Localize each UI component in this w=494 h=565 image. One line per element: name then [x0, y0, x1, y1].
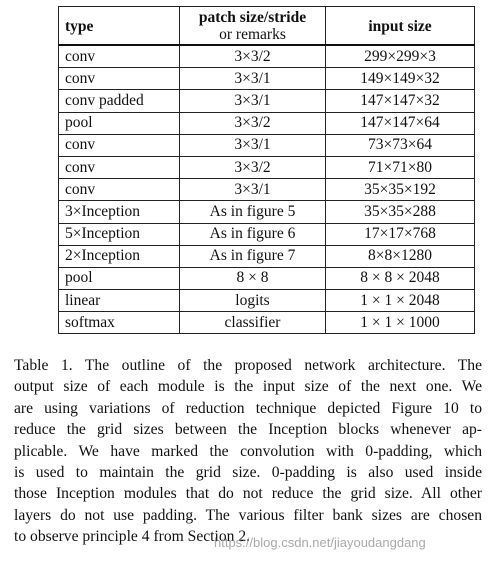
- table-row: [59, 90, 475, 112]
- cell-type: conv: [59, 179, 180, 201]
- table-row: [59, 312, 475, 334]
- table-row: [59, 201, 475, 223]
- cell-patch-size: 8 × 8: [180, 267, 326, 289]
- caption-line: are using variations of reduction technique depicted Figure 10 to: [14, 399, 482, 417]
- cell-type: 3×Inception: [59, 201, 180, 223]
- cell-input-size: 1 × 1 × 1000: [326, 312, 475, 334]
- cell-input-size: 8 × 8 × 2048: [326, 267, 475, 289]
- cell-input-size: 73×73×64: [326, 134, 475, 156]
- cell-patch-size: 3×3/2: [180, 45, 326, 68]
- cell-type: 2×Inception: [59, 245, 180, 267]
- caption-line: output size of each module is the input size of the next one. We: [14, 378, 482, 396]
- cell-patch-size: As in figure 6: [180, 223, 326, 245]
- cell-patch-size: logits: [180, 290, 326, 312]
- cell-type: softmax: [59, 312, 180, 334]
- caption-line: reduce the grid sizes between the Inception blocks whenever ap-: [14, 421, 482, 439]
- caption-text: [14, 355, 482, 548]
- cell-input-size: 17×17×768: [326, 223, 475, 245]
- cell-input-size: 8×8×1280: [326, 245, 475, 267]
- cell-type: pool: [59, 112, 180, 134]
- table-body: [59, 45, 475, 334]
- caption-line: plicable. We have marked the convolution with 0-padding, which: [14, 442, 482, 460]
- architecture-table: [58, 6, 475, 334]
- cell-input-size: 1 × 1 × 2048: [326, 290, 475, 312]
- cell-type: pool: [59, 267, 180, 289]
- cell-patch-size: 3×3/1: [180, 90, 326, 112]
- cell-type: conv: [59, 156, 180, 178]
- cell-type: 5×Inception: [59, 223, 180, 245]
- cell-input-size: 147×147×32: [326, 90, 475, 112]
- table-row: [59, 267, 475, 289]
- cell-patch-size: 3×3/2: [180, 112, 326, 134]
- table-caption: [14, 355, 482, 548]
- cell-patch-size: As in figure 5: [180, 201, 326, 223]
- table-row: [59, 179, 475, 201]
- cell-patch-size: 3×3/1: [180, 134, 326, 156]
- cell-type: conv: [59, 68, 180, 90]
- cell-patch-size: classifier: [180, 312, 326, 334]
- table-row: [59, 68, 475, 90]
- cell-input-size: 149×149×32: [326, 68, 475, 90]
- cell-input-size: 299×299×3: [326, 45, 475, 68]
- table-row: [59, 245, 475, 267]
- caption-line: layers do not use padding. The various filter bank sizes are chosen: [14, 506, 482, 524]
- caption-line: to observe principle 4 from Section 2.: [14, 528, 251, 546]
- header-type: type: [59, 7, 180, 46]
- cell-patch-size: 3×3/1: [180, 179, 326, 201]
- cell-patch-size: As in figure 7: [180, 245, 326, 267]
- cell-type: conv padded: [59, 90, 180, 112]
- caption-line: those Inception modules that do not reduce the grid size. All other: [14, 485, 482, 503]
- architecture-table-container: [58, 6, 475, 334]
- caption-line: Table 1. The outline of the proposed network architecture. The: [14, 357, 482, 374]
- table-row: [59, 156, 475, 178]
- cell-type: conv: [59, 45, 180, 68]
- header-patch-size: [180, 7, 326, 46]
- cell-input-size: 35×35×192: [326, 179, 475, 201]
- cell-input-size: 35×35×288: [326, 201, 475, 223]
- table-row: [59, 45, 475, 68]
- table-row: [59, 223, 475, 245]
- table-row: [59, 290, 475, 312]
- cell-input-size: 71×71×80: [326, 156, 475, 178]
- cell-patch-size: 3×3/2: [180, 156, 326, 178]
- header-patch-line2: or remarks: [219, 26, 286, 43]
- table-row: [59, 134, 475, 156]
- header-input-size: input size: [326, 7, 475, 46]
- watermark: https://blog.csdn.net/jiayoudangdang: [214, 535, 426, 550]
- caption-line: is used to maintain the grid size. 0-padding is also used inside: [14, 464, 482, 482]
- table-header-row: [59, 7, 475, 46]
- table-row: [59, 112, 475, 134]
- cell-input-size: 147×147×64: [326, 112, 475, 134]
- cell-type: conv: [59, 134, 180, 156]
- header-patch-line1: patch size/stride: [198, 9, 307, 26]
- cell-type: linear: [59, 290, 180, 312]
- cell-patch-size: 3×3/1: [180, 68, 326, 90]
